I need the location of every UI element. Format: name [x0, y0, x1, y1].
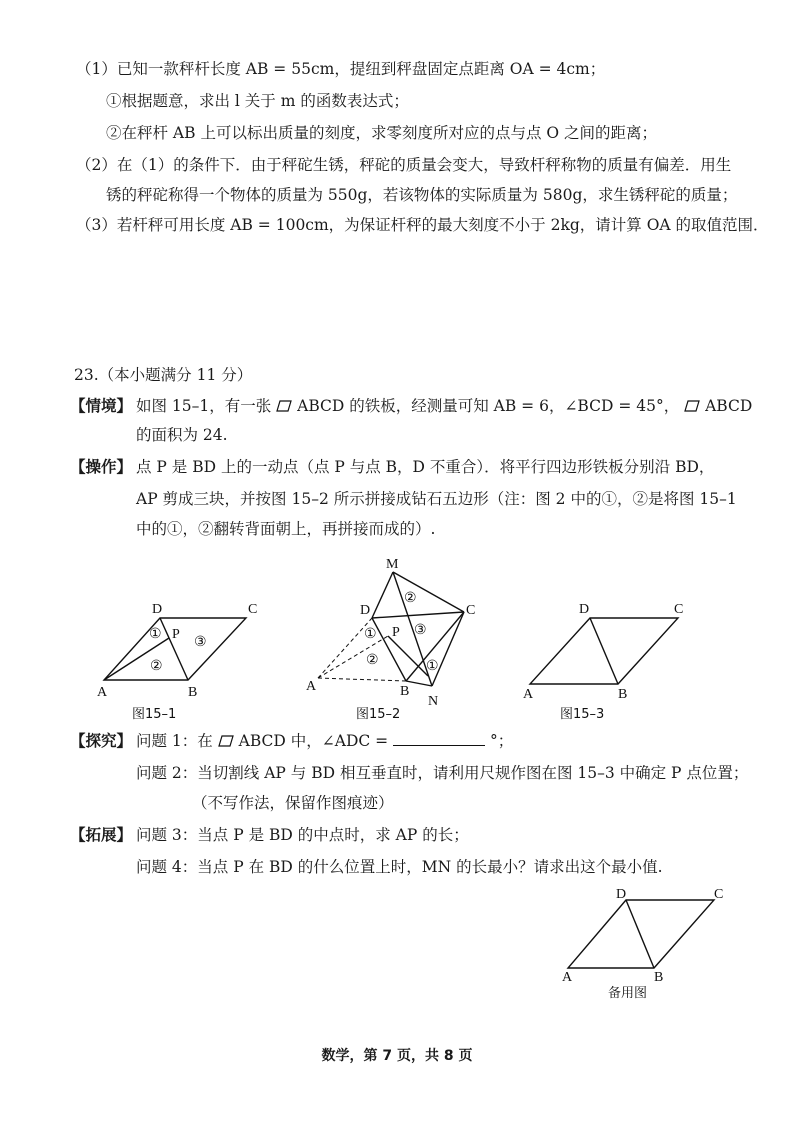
- fig2-label-n: N: [428, 694, 439, 709]
- fig1-label-c: C: [248, 602, 258, 617]
- q22-part1-sub1: ①根据题意，求出 l 关于 m 的函数表达式；: [106, 92, 409, 110]
- fig2-region-1: ①: [364, 627, 377, 642]
- operation-line2: AP 剪成三块，并按图 15–2 所示拼接成钻石五边形（注：图 2 中的①，②是将图 15–1: [136, 490, 737, 508]
- spare-label-a: A: [562, 970, 573, 985]
- parallelogram-icon: [276, 400, 292, 412]
- situation-tag: 【情境】: [70, 396, 133, 415]
- fig2-label-m: M: [386, 557, 399, 572]
- fig1-region-1: ①: [149, 627, 162, 642]
- fig3-caption: 图15–3: [560, 707, 605, 722]
- fig2-label-p: P: [392, 625, 400, 640]
- q22-part1-sub2: ②在秤杆 AB 上可以标出质量的刻度，求零刻度所对应的点与点 O 之间的距离；: [106, 124, 658, 142]
- figure-15-2: [296, 552, 486, 724]
- fig1-label-d: D: [152, 602, 163, 617]
- fig3-label-c: C: [674, 602, 684, 617]
- figure-15-1: [90, 596, 270, 726]
- figure-15-3: [518, 596, 698, 726]
- operation-line1: 点 P 是 BD 上的一动点（点 P 与点 B，D 不重合）．将平行四边形铁板分别沿 BD，: [136, 458, 715, 476]
- spare-figure: [558, 884, 730, 1004]
- spare-label-d: D: [616, 887, 627, 902]
- question-2-line2: （不写作法，保留作图痕迹）: [192, 794, 394, 812]
- question-2-line1: 问题 2：当切割线 AP 与 BD 相互垂直时，请利用尺规作图在图 15–3 中确定 P 点位置；: [136, 764, 749, 782]
- fig2-region-3: ③: [414, 623, 427, 638]
- fig2-caption: 图15–2: [356, 707, 401, 722]
- fig2-label-a: A: [306, 679, 317, 694]
- fig1-label-a: A: [97, 685, 108, 700]
- situation-text-a: 如图 15–1，有一张: [136, 397, 272, 415]
- fig1-label-p: P: [172, 627, 180, 642]
- fig3-diagonal-bd: [590, 618, 618, 684]
- fig1-label-b: B: [188, 685, 198, 700]
- situation-text-b: ABCD 的铁板，经测量可知 AB = 6，∠BCD = 45°，: [297, 397, 680, 415]
- q23-header: 23.（本小题满分 11 分）: [74, 366, 253, 384]
- q1-text-b: ABCD 中，∠ADC =: [238, 732, 389, 750]
- page-footer: 数学，第 7 页，共 8 页: [321, 1048, 473, 1064]
- fig2-region-1-right: ①: [426, 659, 439, 674]
- parallelogram-icon: [218, 735, 234, 747]
- situation-line1: [136, 395, 752, 417]
- q1-text-c: °；: [490, 732, 514, 750]
- spare-label-c: C: [714, 887, 724, 902]
- situation-line2: 的面积为 24.: [136, 426, 228, 444]
- spare-parallelogram: [568, 900, 714, 968]
- operation-line3: 中的①，②翻转背面朝上，再拼接而成的）.: [136, 520, 436, 538]
- q22-part2-line1: （2）在（1）的条件下．由于秤砣生锈，秤砣的质量会变大，导致杆秤称物的质量有偏差．用生: [76, 156, 732, 174]
- spare-diagonal-bd: [626, 900, 654, 968]
- fig2-region-2: ②: [366, 653, 379, 668]
- explore-tag: 【探究】: [70, 731, 133, 750]
- fig1-caption: 图15–1: [132, 707, 177, 722]
- extend-tag: 【拓展】: [70, 825, 133, 844]
- fig2-label-c: C: [466, 603, 476, 618]
- question-1: [136, 730, 513, 752]
- answer-blank[interactable]: [393, 731, 485, 746]
- fig1-region-3: ③: [194, 635, 207, 650]
- spare-label-b: B: [654, 970, 664, 985]
- question-3: 问题 3：当点 P 是 BD 的中点时，求 AP 的长；: [136, 826, 469, 844]
- q22-part2-line2: 锈的秤砣称得一个物体的质量为 550g，若该物体的实际质量为 580g，求生锈秤砣的质量；: [106, 186, 738, 204]
- spare-caption: 备用图: [608, 986, 648, 1001]
- fig2-label-d: D: [360, 603, 371, 618]
- q22-part1: （1）已知一款秤杆长度 AB = 55cm，提纽到秤盘固定点距离 OA = 4cm；: [76, 60, 606, 78]
- q22-part3: （3）若杆秤可用长度 AB = 100cm，为保证杆秤的最大刻度不小于 2kg，请计算 OA 的取值范围．: [76, 216, 769, 234]
- fig2-region-2-top: ②: [404, 591, 417, 606]
- q1-text-a: 问题 1：在: [136, 732, 213, 750]
- fig3-label-a: A: [523, 687, 534, 702]
- operation-tag: 【操作】: [70, 457, 133, 476]
- fig2-label-b: B: [400, 684, 410, 699]
- situation-text-c: ABCD: [705, 397, 753, 415]
- question-4: 问题 4：当点 P 在 BD 的什么位置上时，MN 的长最小？请求出这个最小值.: [136, 858, 663, 876]
- fig1-region-2: ②: [150, 659, 163, 674]
- parallelogram-icon: [684, 400, 700, 412]
- fig3-label-d: D: [579, 602, 590, 617]
- fig3-label-b: B: [618, 687, 628, 702]
